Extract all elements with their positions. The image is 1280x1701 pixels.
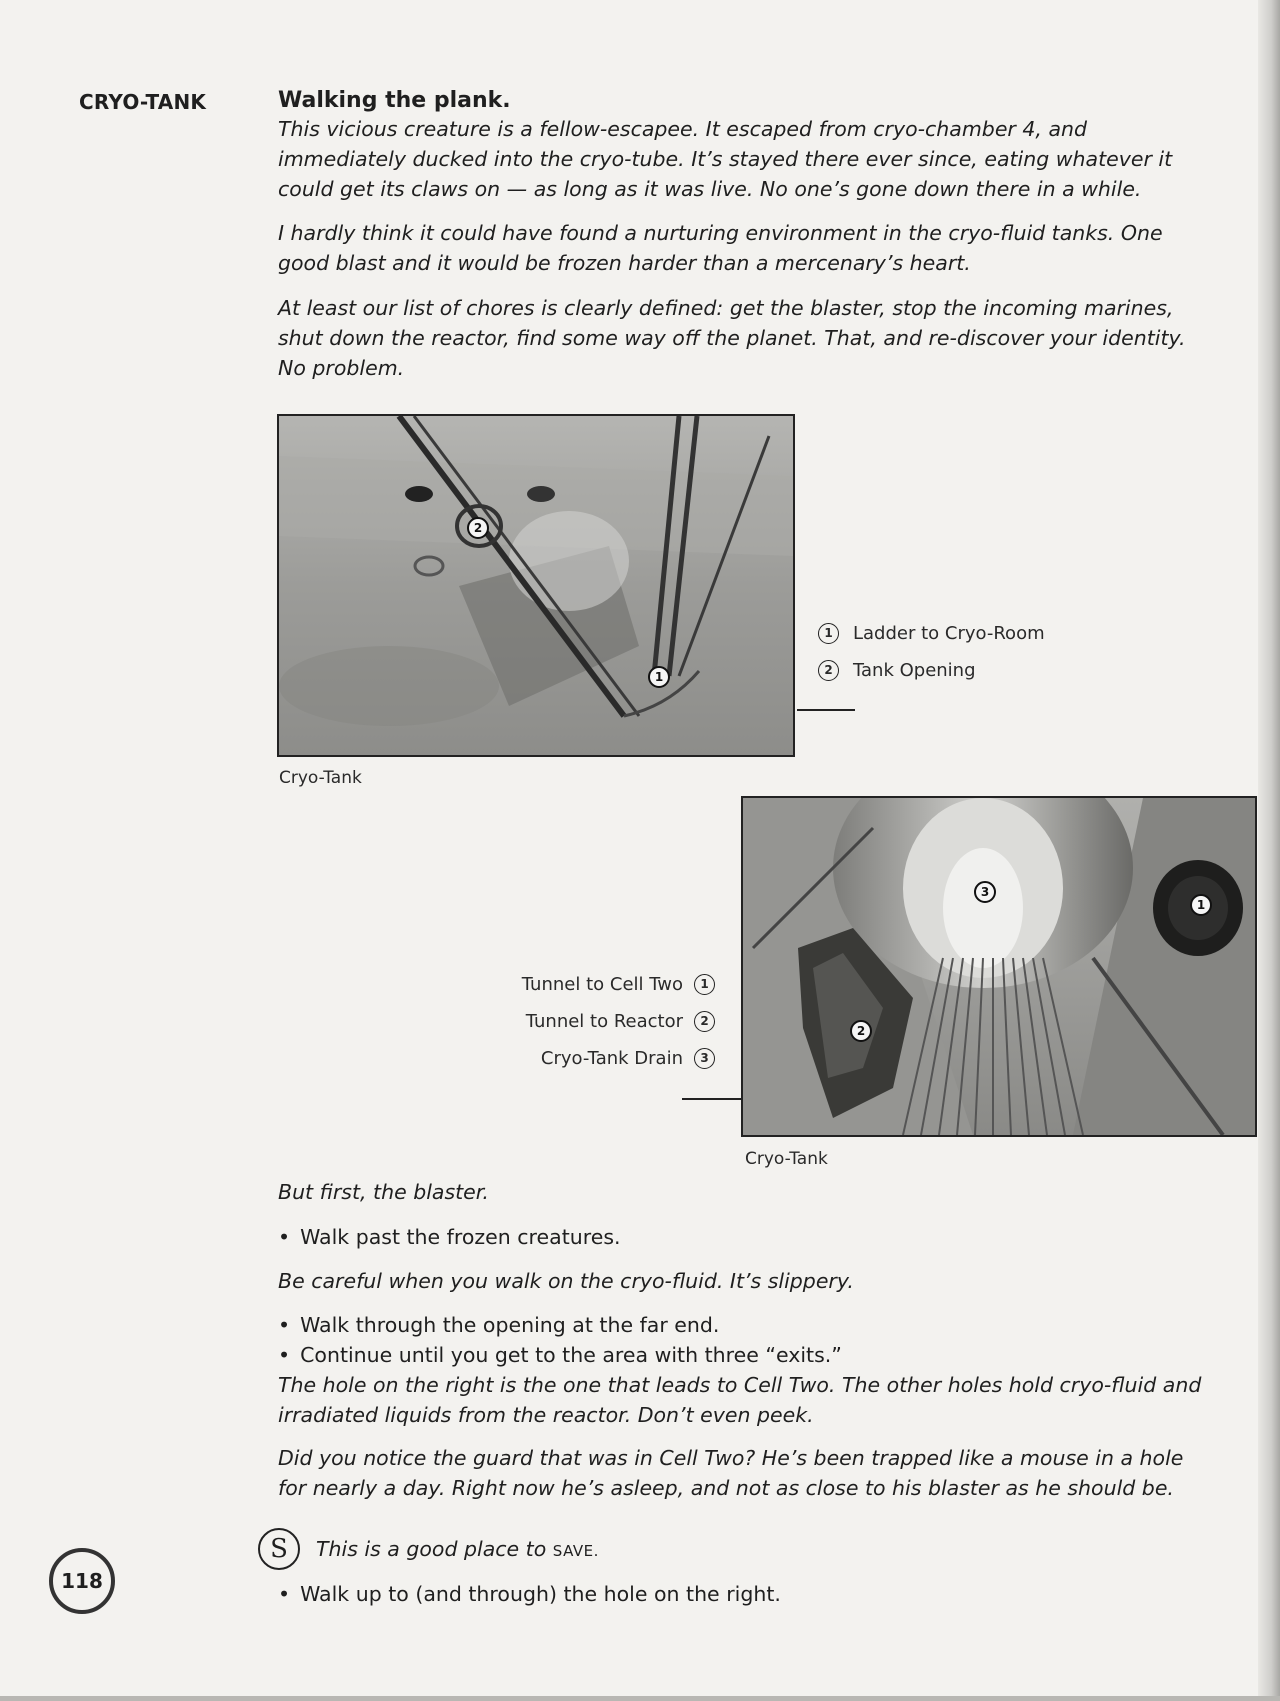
walkthrough-note-2: The hole on the right is the one that leads to Cell Two. The other holes hold cryo-fluid and irradiated liquids from the reactor. Don’t even peek. (278, 1373, 1202, 1427)
callout-number-2: 2 (694, 1011, 715, 1032)
save-icon: S (258, 1528, 300, 1570)
callout-tank-opening (818, 652, 1045, 689)
map-marker-1: 1 (1190, 894, 1212, 916)
map-marker-2: 2 (850, 1020, 872, 1042)
page-edge-shadow (1258, 0, 1280, 1701)
figure-1-leader-line (797, 709, 855, 711)
figure-1-callouts (818, 615, 1045, 689)
step-text: Walk through the opening at the far end. (300, 1313, 720, 1337)
bullet-marker (278, 1313, 300, 1337)
figure-2-caption: Cryo-Tank (745, 1149, 828, 1169)
callout-number-3: 3 (694, 1048, 715, 1069)
figure-1-caption: Cryo-Tank (279, 768, 362, 788)
walkthrough-step-3 (278, 1340, 1208, 1370)
callout-label: Cryo-Tank Drain (540, 1048, 683, 1069)
cryo-tank-screenshot-2 (741, 796, 1257, 1137)
bullet-marker (278, 1225, 300, 1249)
save-keyword: SAVE. (552, 1542, 599, 1560)
intro-paragraph-2: I hardly think it could have found a nurturing environment in the cryo-fluid tanks. One good blast and it would be frozen harder than a mercenary’s heart. (278, 221, 1163, 275)
callout-number-1: 1 (818, 623, 839, 644)
figure-2-leader-line (682, 1098, 742, 1100)
save-tip-text (316, 1537, 599, 1561)
callout-tunnel-to-reactor (522, 1003, 715, 1040)
map-marker-1: 1 (648, 666, 670, 688)
callout-number-1: 1 (694, 974, 715, 995)
callout-cryo-tank-drain (522, 1040, 715, 1077)
walkthrough-note-1: Be careful when you walk on the cryo-fluid. It’s slippery. (278, 1269, 854, 1293)
save-tip-phrase: This is a good place to (316, 1537, 547, 1561)
walkthrough-step-4 (278, 1579, 1208, 1609)
intro-paragraph-3: At least our list of chores is clearly defined: get the blaster, stop the incoming marines, shut down the reactor, find some way off the planet. That, and re-discover your identity. No problem. (278, 296, 1186, 380)
section-label: CRYO-TANK (79, 90, 207, 114)
walkthrough-note-3: Did you notice the guard that was in Cell Two? He’s been trapped like a mouse in a hole for nearly a day. Right now he’s asleep, and not as close to his blaster as he should be. (278, 1446, 1184, 1500)
step-text: Continue until you get to the area with three “exits.” (300, 1343, 842, 1367)
cryo-tank-scene-1 (279, 416, 793, 755)
step-text: Walk past the frozen creatures. (300, 1225, 621, 1249)
cryo-tank-scene-2 (743, 798, 1255, 1135)
page-bottom-edge (0, 1696, 1280, 1701)
walkthrough-step-2 (278, 1310, 1208, 1340)
step-text: Walk up to (and through) the hole on the right. (300, 1582, 781, 1606)
bullet-marker (278, 1343, 300, 1367)
callout-number-2: 2 (818, 660, 839, 681)
callout-label: Ladder to Cryo-Room (853, 623, 1045, 644)
callout-label: Tank Opening (853, 660, 976, 681)
map-marker-2: 2 (467, 517, 489, 539)
bullet-marker (278, 1582, 300, 1606)
walkthrough-lead: But first, the blaster. (278, 1180, 489, 1204)
figure-2-callouts (522, 966, 715, 1077)
intro-paragraph-1: This vicious creature is a fellow-escapee. It escaped from cryo-chamber 4, and immediately ducked into the cryo-tube. It’s stayed there ever since, eating whatever it could get its claws on — as long as it was live. No one’s gone down there in a while. (278, 117, 1173, 201)
save-tip (258, 1528, 599, 1570)
walkthrough-step-1 (278, 1222, 1208, 1252)
callout-label: Tunnel to Reactor (525, 1011, 683, 1032)
callout-ladder-to-cryo-room (818, 615, 1045, 652)
callout-label: Tunnel to Cell Two (521, 974, 683, 995)
cryo-tank-screenshot-1 (277, 414, 795, 757)
page-number: 118 (49, 1548, 115, 1614)
section-heading: Walking the plank. (278, 88, 511, 113)
callout-tunnel-to-cell-two (522, 966, 715, 1003)
map-marker-3: 3 (974, 881, 996, 903)
